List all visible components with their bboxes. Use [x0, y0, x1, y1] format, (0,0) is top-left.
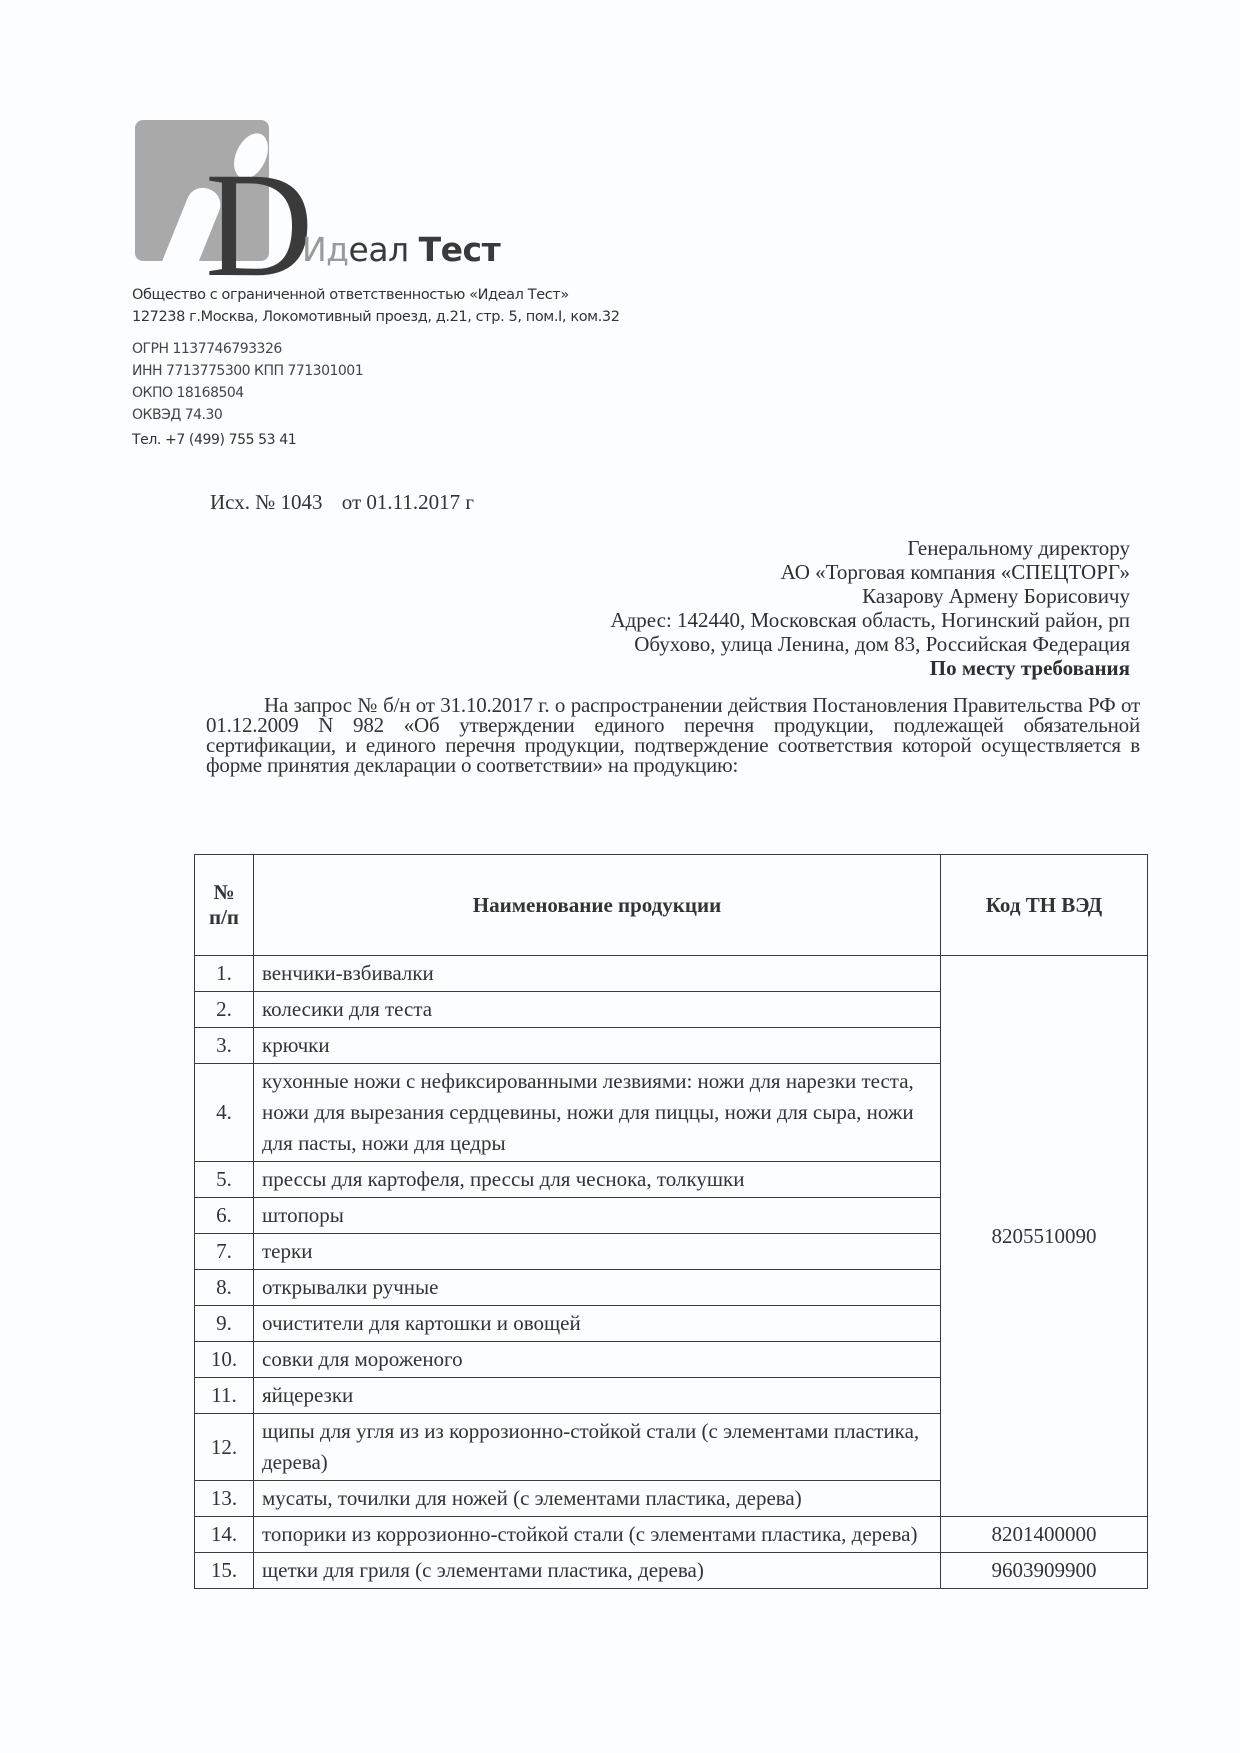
outgoing-date: от 01.11.2017 г [341, 490, 474, 514]
product-name: щетки для гриля (с элементами пластика, дерева) [254, 1553, 941, 1589]
row-number: 6. [195, 1198, 254, 1234]
row-number: 5. [195, 1162, 254, 1198]
brand-name-bold: Тест [418, 230, 501, 269]
company-phone: Тел. +7 (499) 755 53 41 [132, 432, 297, 448]
row-number: 3. [195, 1028, 254, 1064]
product-name: штопоры [254, 1198, 941, 1234]
tnved-code: 8201400000 [941, 1517, 1148, 1553]
product-name: совки для мороженого [254, 1342, 941, 1378]
row-number: 11. [195, 1378, 254, 1414]
row-number: 15. [195, 1553, 254, 1589]
row-number: 12. [195, 1414, 254, 1481]
product-name: яйцерезки [254, 1378, 941, 1414]
outgoing-label: Исх. № 1043 [210, 490, 323, 514]
recipient-address-2: Обухово, улица Ленина, дом 83, Российская Федерация [634, 632, 1130, 656]
product-name: колесики для теста [254, 992, 941, 1028]
product-name: терки [254, 1234, 941, 1270]
product-name: кухонные ножи с нефиксированными лезвиями: ножи для нарезки теста, ножи для вырезания сердцевины, ножи для пиццы, ножи для сыра, ножи для пасты, ножи для цедры [254, 1064, 941, 1162]
header-num-line2: п/п [208, 905, 240, 929]
row-number: 14. [195, 1517, 254, 1553]
recipient-name: Казарову Армену Борисовичу [862, 584, 1130, 608]
outgoing-number [210, 490, 488, 515]
tnved-code: 9603909900 [941, 1553, 1148, 1589]
recipient-note: По месту требования [929, 656, 1130, 680]
header-num [195, 855, 254, 956]
product-name: очистители для картошки и овощей [254, 1306, 941, 1342]
ogrn: ОГРН 1137746793326 [132, 341, 282, 357]
okpo: ОКПО 18168504 [132, 385, 244, 401]
inn-kpp: ИНН 7713775300 КПП 771301001 [132, 363, 364, 379]
row-number: 8. [195, 1270, 254, 1306]
company-info [132, 284, 620, 328]
product-name: венчики-взбивалки [254, 956, 941, 992]
recipient-address-1: Адрес: 142440, Московская область, Ногинский район, рп [610, 608, 1130, 632]
recipient-position: Генеральному директору [907, 536, 1130, 560]
brand-name-rest: еал [348, 230, 409, 269]
header-code: Код ТН ВЭД [941, 855, 1148, 956]
recipient-block [610, 536, 1130, 680]
product-name: крючки [254, 1028, 941, 1064]
product-name: прессы для картофеля, прессы для чеснока, толкушки [254, 1162, 941, 1198]
product-name: топорики из коррозионно-стойкой стали (с элементами пластика, дерева) [254, 1517, 941, 1553]
product-name: щипы для угля из из коррозионно-стойкой стали (с элементами пластика, дерева) [254, 1414, 941, 1481]
company-address: 127238 г.Москва, Локомотивный проезд, д.21, стр. 5, пом.I, ком.32 [132, 309, 620, 325]
product-name: открывалки ручные [254, 1270, 941, 1306]
product-name: мусаты, точилки для ножей (с элементами пластика, дерева) [254, 1481, 941, 1517]
row-number: 4. [195, 1064, 254, 1162]
table-header-row [195, 855, 1148, 956]
row-number: 2. [195, 992, 254, 1028]
recipient-company: АО «Торговая компания «СПЕЦТОРГ» [780, 560, 1130, 584]
row-number: 9. [195, 1306, 254, 1342]
body-paragraph: На запрос № б/н от 31.10.2017 г. о распространении действия Постановления Правительства РФ от 01.12.2009 N 982 «Об утверждении единого перечня продукции, подлежащей обязательной сертификации, и единого перечня продукции, подтверждение соответствия которой осуществляется в форме принятия декларации о соответствии» на продукцию: [206, 693, 1140, 777]
logo-letter: D [205, 142, 314, 308]
tnved-code: 8205510090 [941, 956, 1148, 1517]
row-number: 1. [195, 956, 254, 992]
header-num-line1: № [213, 880, 235, 904]
company-name: Общество с ограниченной ответственностью «Идеал Тест» [132, 287, 569, 303]
header-name: Наименование продукции [254, 855, 941, 956]
table-row [195, 956, 1148, 992]
row-number: 7. [195, 1234, 254, 1270]
row-number: 10. [195, 1342, 254, 1378]
table-row [195, 1553, 1148, 1589]
brand-name [302, 230, 500, 269]
products-table [194, 854, 1148, 1589]
okved: ОКВЭД 74.30 [132, 407, 223, 423]
company-requisites [132, 338, 363, 426]
table-row [195, 1517, 1148, 1553]
brand-name-grey: Ид [302, 230, 349, 269]
row-number: 13. [195, 1481, 254, 1517]
